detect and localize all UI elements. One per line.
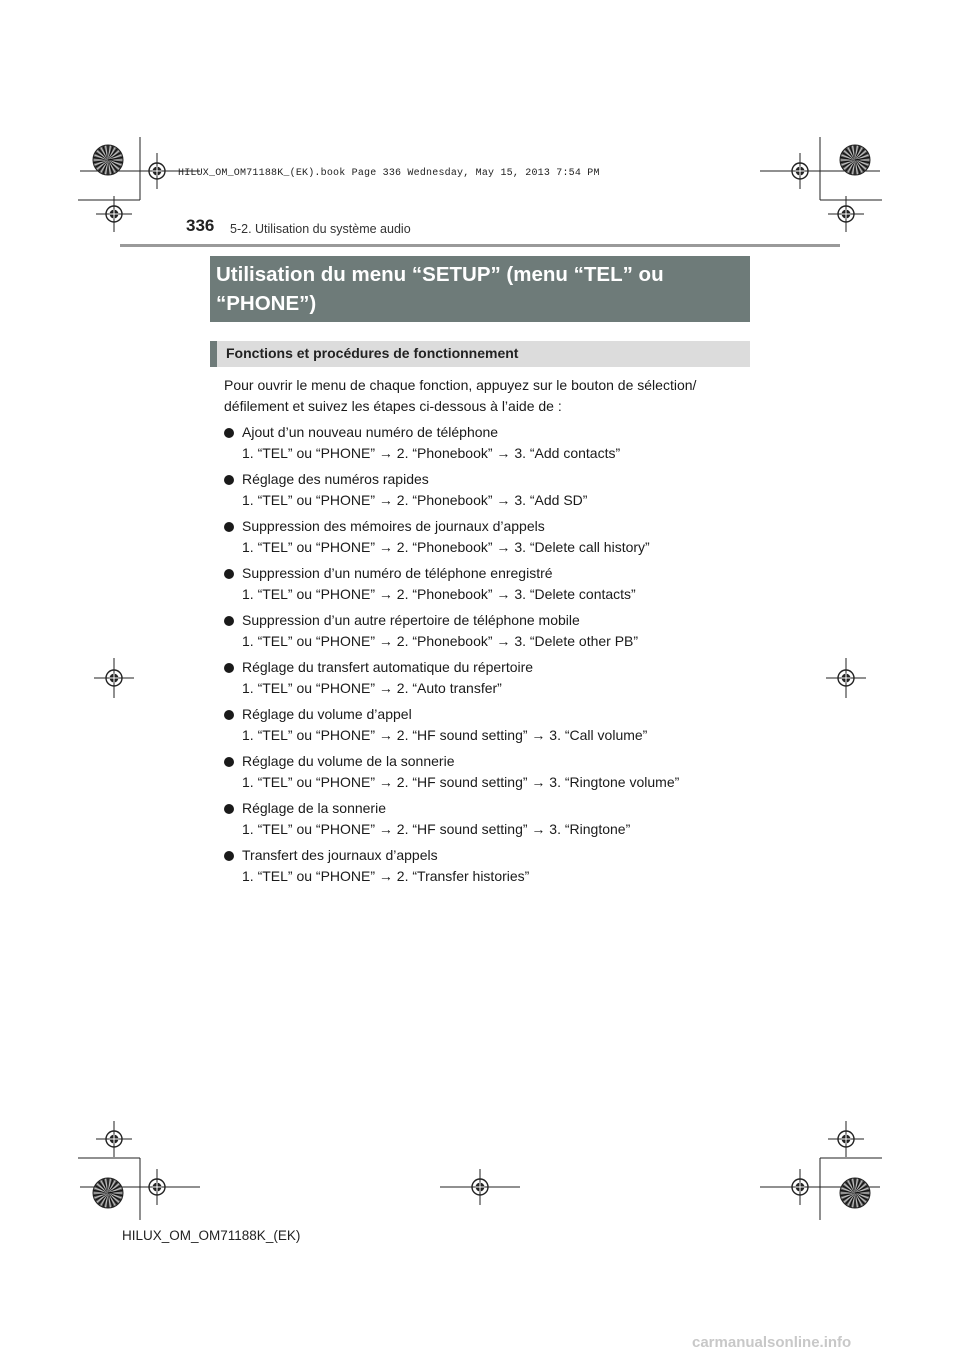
registration-target-icon xyxy=(826,658,866,698)
item-title: Réglage du volume d’appel xyxy=(242,706,412,722)
item-title: Suppression des mémoires de journaux d’appels xyxy=(242,518,545,534)
registration-target-icon xyxy=(96,196,132,232)
book-info-line: HILUX_OM_OM71188K_(EK).book Page 336 Wednesday, May 15, 2013 7:54 PM xyxy=(178,168,600,179)
content-body xyxy=(224,375,754,892)
sub-heading: Fonctions et procédures de fonctionnement xyxy=(210,341,750,367)
footer-code: HILUX_OM_OM71188K_(EK) xyxy=(122,1228,301,1243)
item-title: Suppression d’un numéro de téléphone enregistré xyxy=(242,565,553,581)
item-title: Réglage du transfert automatique du répertoire xyxy=(242,659,534,675)
list-item xyxy=(224,610,754,652)
item-path: 1. “TEL” ou “PHONE” → 2. “Phonebook” → 3. “Delete call history” xyxy=(242,539,650,555)
item-path: 1. “TEL” ou “PHONE” → 2. “Phonebook” → 3. “Delete contacts” xyxy=(242,586,636,602)
bullet-icon xyxy=(224,569,234,579)
list-item xyxy=(224,516,754,558)
color-starburst-icon xyxy=(840,145,870,175)
list-item xyxy=(224,704,754,746)
header-rule xyxy=(120,244,840,247)
item-path: 1. “TEL” ou “PHONE” → 2. “HF sound setting” → 3. “Call volume” xyxy=(242,727,648,743)
color-starburst-icon xyxy=(93,1178,123,1208)
main-heading: Utilisation du menu “SETUP” (menu “TEL” ou “PHONE”) xyxy=(210,256,750,322)
item-path: 1. “TEL” ou “PHONE” → 2. “HF sound setting” → 3. “Ringtone volume” xyxy=(242,774,680,790)
registration-target-icon xyxy=(782,153,818,189)
bullet-icon xyxy=(224,710,234,720)
item-title: Ajout d’un nouveau numéro de téléphone xyxy=(242,424,499,440)
item-path: 1. “TEL” ou “PHONE” → 2. “HF sound setting” → 3. “Ringtone” xyxy=(242,821,631,837)
item-path: 1. “TEL” ou “PHONE” → 2. “Phonebook” → 3. “Add SD” xyxy=(242,492,588,508)
item-title: Réglage de la sonnerie xyxy=(242,800,386,816)
registration-target-icon xyxy=(462,1169,498,1205)
registration-target-icon xyxy=(828,1121,864,1157)
bullet-icon xyxy=(224,851,234,861)
item-title: Réglage du volume de la sonnerie xyxy=(242,753,455,769)
item-path: 1. “TEL” ou “PHONE” → 2. “Transfer histories” xyxy=(242,868,530,884)
registration-target-icon xyxy=(828,196,864,232)
registration-target-icon xyxy=(782,1169,818,1205)
list-item xyxy=(224,845,754,887)
bullet-icon xyxy=(224,522,234,532)
section-title: 5-2. Utilisation du système audio xyxy=(230,222,411,236)
bullet-icon xyxy=(224,428,234,438)
page-number: 336 xyxy=(186,216,215,235)
list-item xyxy=(224,798,754,840)
item-title: Transfert des journaux d’appels xyxy=(242,847,438,863)
item-title: Réglage des numéros rapides xyxy=(242,471,429,487)
bullet-icon xyxy=(224,757,234,767)
list-item xyxy=(224,657,754,699)
item-path: 1. “TEL” ou “PHONE” → 2. “Phonebook” → 3. “Delete other PB” xyxy=(242,633,639,649)
watermark: carmanualsonline.info xyxy=(692,1334,852,1351)
registration-target-icon xyxy=(139,153,175,189)
bullet-icon xyxy=(224,616,234,626)
item-title: Suppression d’un autre répertoire de téléphone mobile xyxy=(242,612,580,628)
bullet-icon xyxy=(224,804,234,814)
color-starburst-icon xyxy=(93,145,123,175)
registration-target-icon xyxy=(94,658,134,698)
list-item xyxy=(224,563,754,605)
registration-target-icon xyxy=(139,1169,175,1205)
bullet-icon xyxy=(224,475,234,485)
item-path: 1. “TEL” ou “PHONE” → 2. “Phonebook” → 3. “Add contacts” xyxy=(242,445,621,461)
registration-target-icon xyxy=(96,1121,132,1157)
bullet-icon xyxy=(224,663,234,673)
color-starburst-icon xyxy=(840,1178,870,1208)
list-item xyxy=(224,422,754,464)
list-item xyxy=(224,751,754,793)
item-path: 1. “TEL” ou “PHONE” → 2. “Auto transfer” xyxy=(242,680,502,696)
intro-paragraph: Pour ouvrir le menu de chaque fonction, appuyez sur le bouton de sélection/ défilement et suivez les étapes ci-dessous à l’aide de : xyxy=(224,377,697,414)
list-item xyxy=(224,469,754,511)
